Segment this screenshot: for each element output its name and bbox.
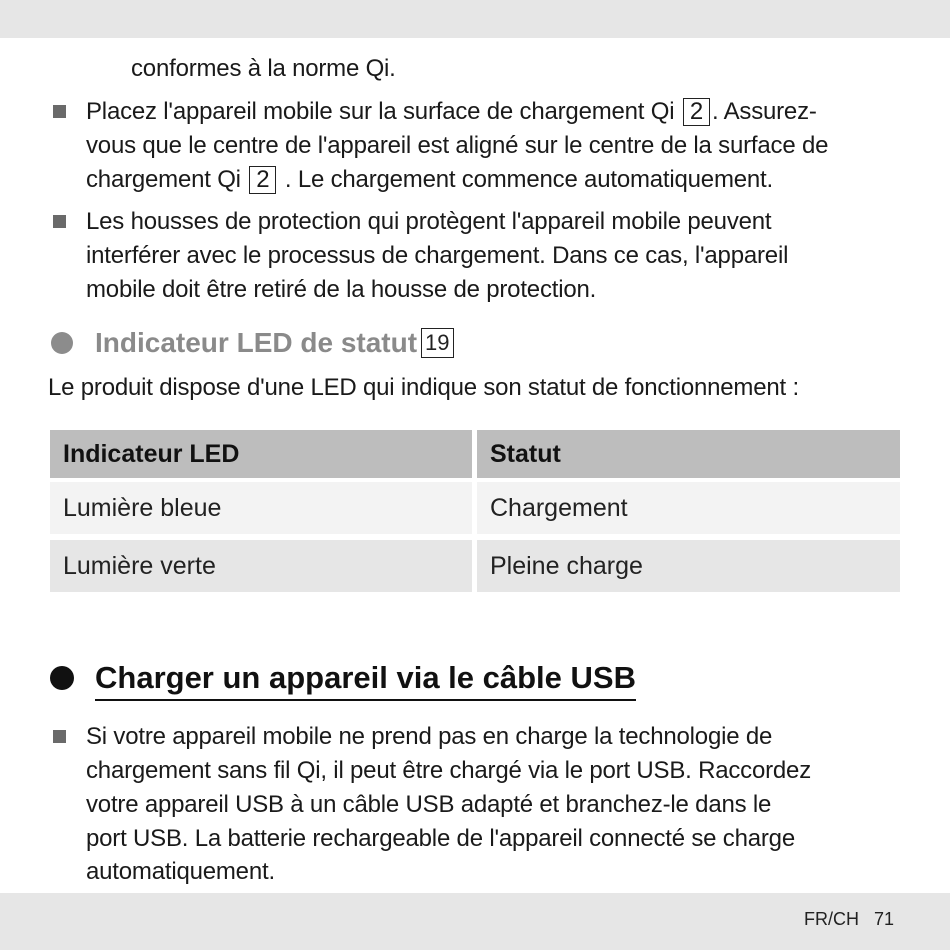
page-number: 71 xyxy=(873,909,894,929)
section-heading-led xyxy=(95,326,454,360)
table-cell: Lumière bleue xyxy=(50,482,472,534)
footer-locale: FR/CH xyxy=(803,909,859,929)
table-cell: Lumière verte xyxy=(50,540,472,592)
bullet-1-text-a: Placez l'appareil mobile sur la surface de chargement Qi xyxy=(86,98,675,125)
bullet-1-line-2: vous que le centre de l'appareil est aligné sur le centre de la surface de xyxy=(86,132,829,159)
reference-number-box: 2 xyxy=(683,98,710,126)
bullet-1-text-c: chargement Qi xyxy=(86,166,241,193)
usb-bullet-line: chargement sans fil Qi, il peut être chargé via le port USB. Raccordez xyxy=(86,757,812,784)
section-heading-led-title: Indicateur LED de statut xyxy=(95,327,418,358)
table-cell: Chargement xyxy=(477,482,900,534)
section-dot-icon xyxy=(51,332,73,354)
bullet-2-line-1: Les housses de protection qui protègent l'appareil mobile peuvent xyxy=(86,208,772,235)
table-header-cell: Indicateur LED xyxy=(50,430,472,478)
bullet-square-icon xyxy=(53,215,66,228)
table-cell: Pleine charge xyxy=(477,540,900,592)
bullet-1-line-3 xyxy=(86,163,773,197)
bullet-1-line-1 xyxy=(86,95,817,129)
usb-bullet-line: Si votre appareil mobile ne prend pas en charge la technologie de xyxy=(86,723,773,750)
table-header-cell: Statut xyxy=(477,430,900,478)
reference-number-box: 2 xyxy=(249,166,276,194)
bullet-2-line-2: interférer avec le processus de chargement. Dans ce cas, l'appareil xyxy=(86,242,789,269)
page-footer xyxy=(804,907,894,931)
reference-number-box: 19 xyxy=(421,328,453,358)
top-band xyxy=(0,0,950,38)
bullet-square-icon xyxy=(53,730,66,743)
section-heading-usb: Charger un appareil via le câble USB xyxy=(95,659,636,701)
usb-bullet-line: votre appareil USB à un câble USB adapté et branchez-le dans le xyxy=(86,791,772,818)
bullet-1-text-d: . Le chargement commence automatiquement. xyxy=(284,166,773,193)
bullet-square-icon xyxy=(53,105,66,118)
led-intro-text: Le produit dispose d'une LED qui indique son statut de fonctionnement : xyxy=(48,374,799,401)
continuation-text: conformes à la norme Qi. xyxy=(131,55,396,82)
bullet-1-text-b: . Assurez- xyxy=(711,98,817,125)
usb-bullet-line: automatiquement. xyxy=(86,858,275,885)
section-dot-icon xyxy=(50,666,74,690)
usb-bullet-line: port USB. La batterie rechargeable de l'appareil connecté se charge xyxy=(86,825,795,852)
bullet-2-line-3: mobile doit être retiré de la housse de protection. xyxy=(86,276,597,303)
